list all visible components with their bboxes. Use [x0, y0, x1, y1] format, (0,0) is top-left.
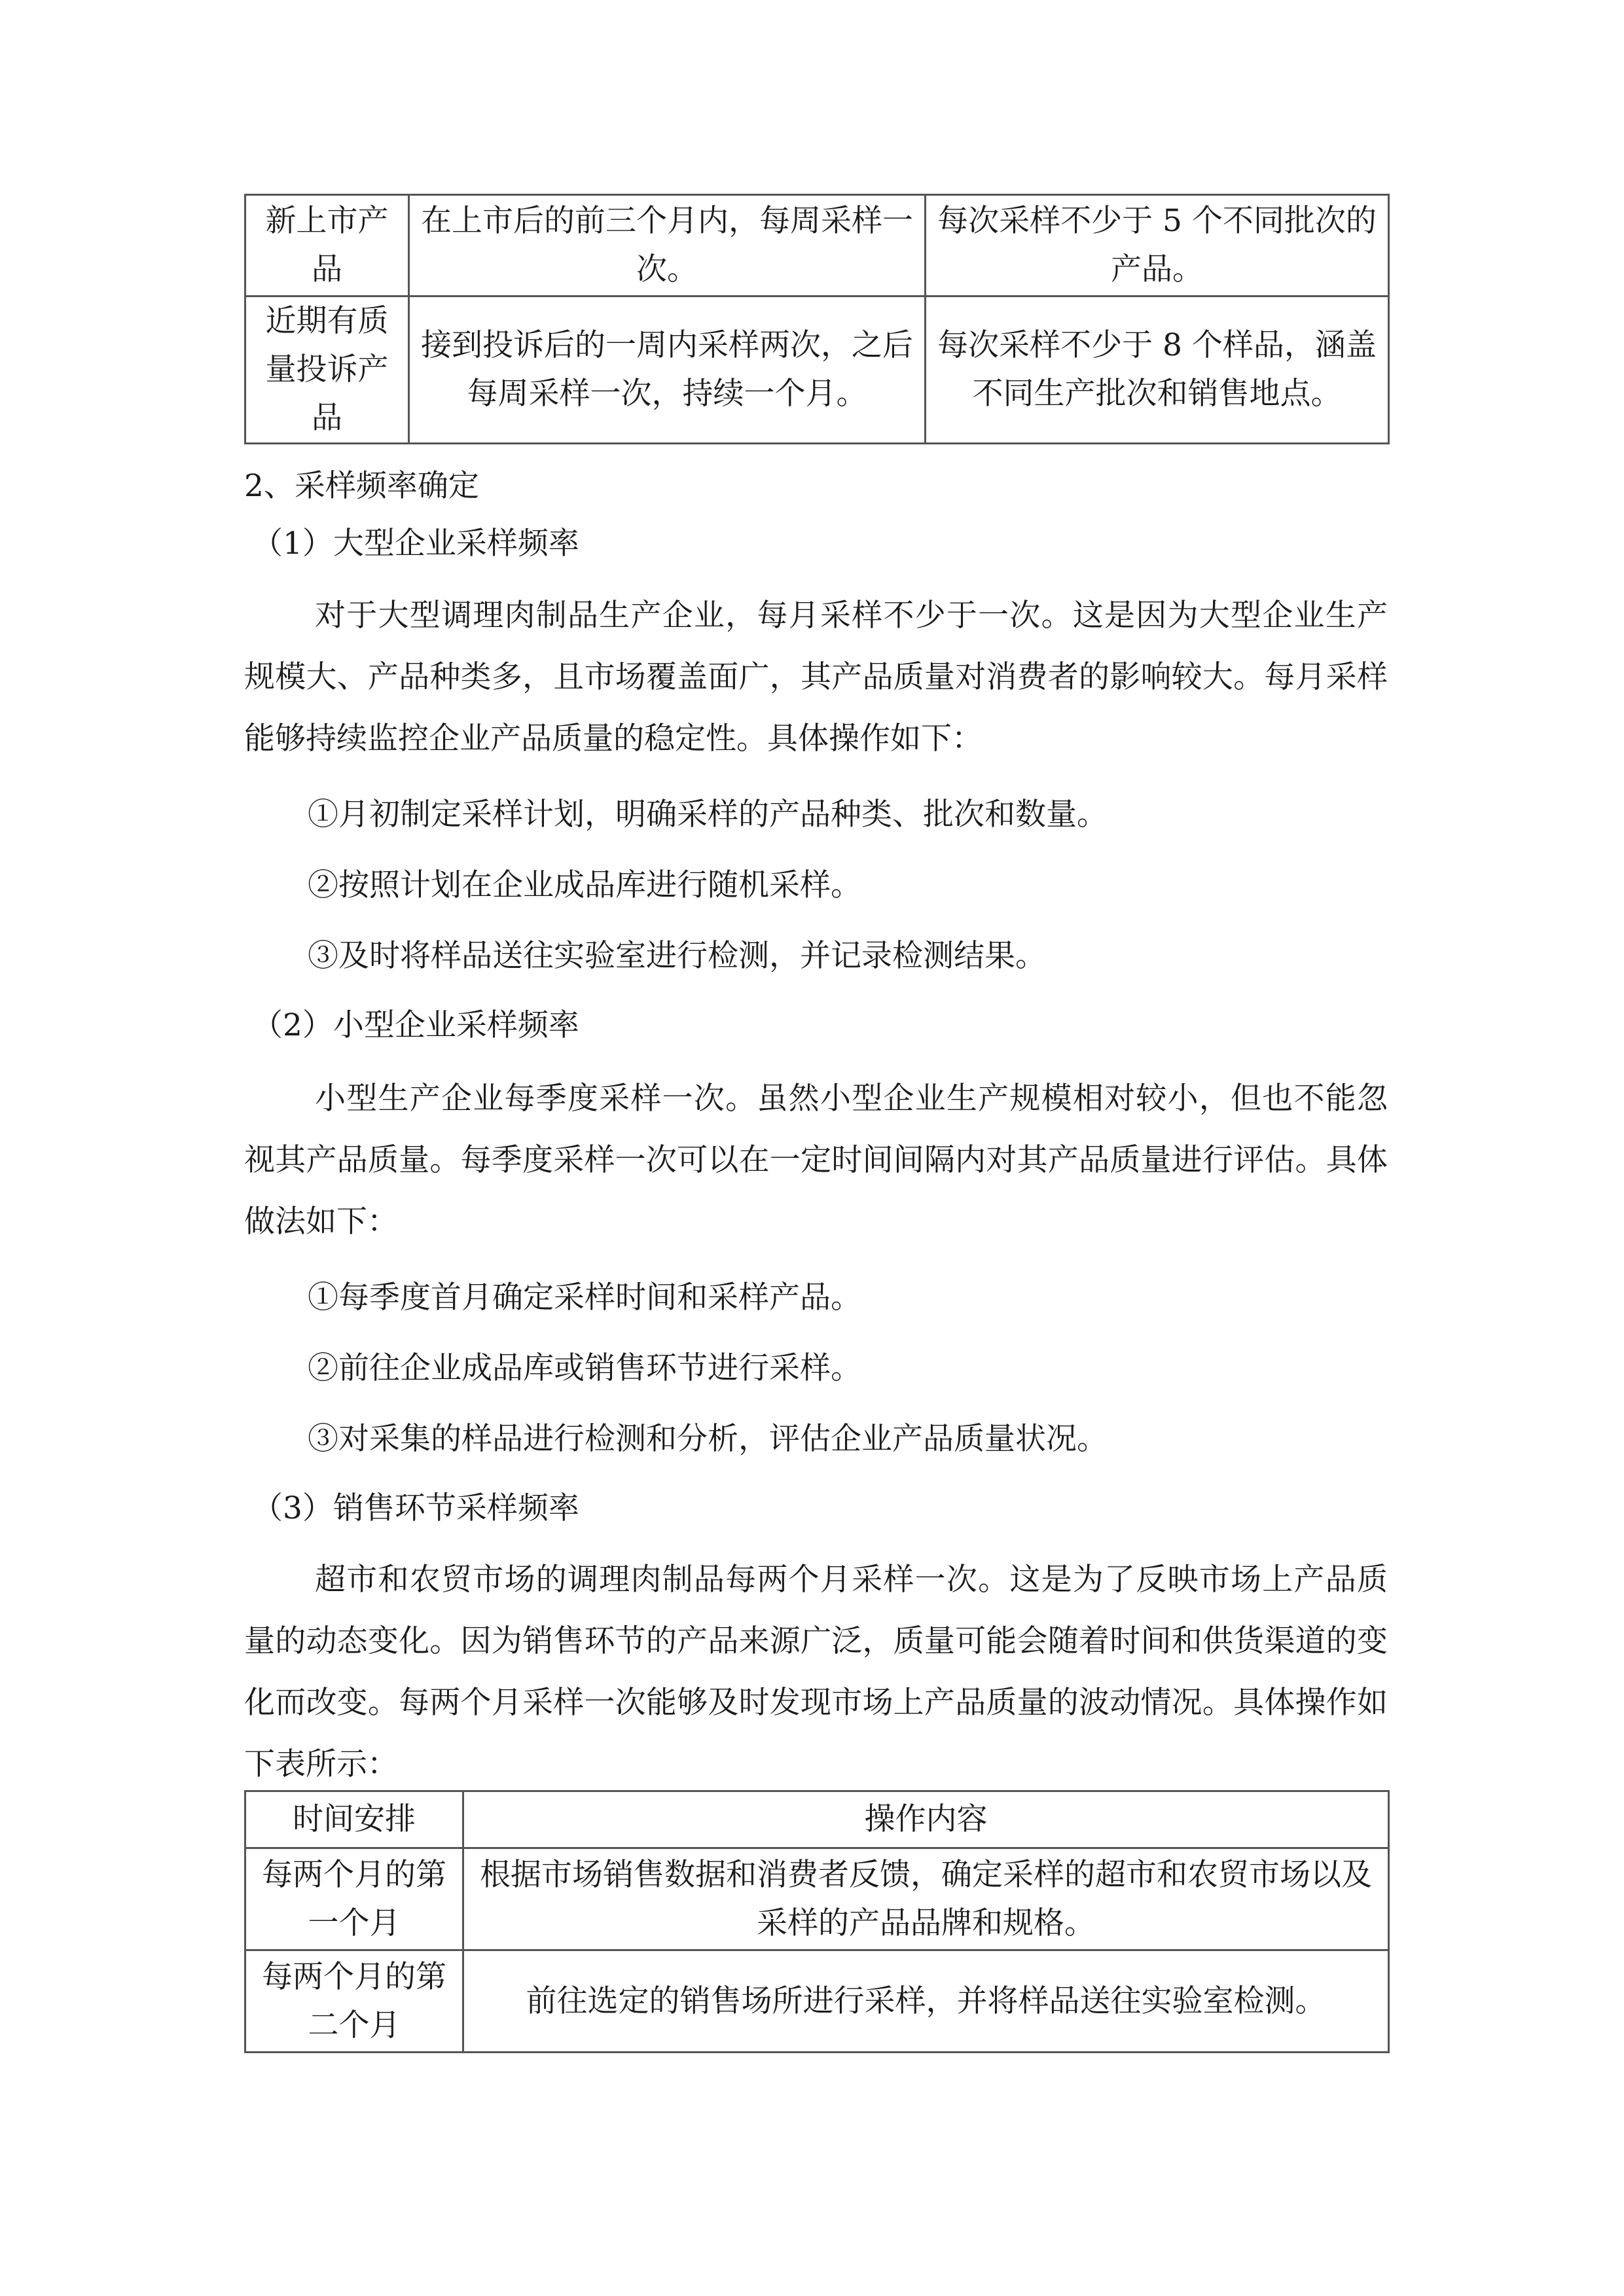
paragraph-large-enterprise: 对于大型调理肉制品生产企业，每月采样不少于一次。这是因为大型企业生产规模大、产品种类多，且市场覆盖面广，其产品质量对消费者的影响较大。每月采样能够持续监控企业产品质量的稳定性。具体操作如下： [244, 598, 1388, 757]
table-cell: 近期有质量投诉产品 [245, 296, 409, 444]
paragraph-small-enterprise: 小型生产企业每季度采样一次。虽然小型企业生产规模相对较小，但也不能忽视其产品质量。每季度采样一次可以在一定时间间隔内对其产品质量进行评估。具体做法如下： [244, 1081, 1388, 1240]
table-cell: 接到投诉后的一周内采样两次，之后每周采样一次，持续一个月。 [409, 296, 926, 444]
list-item: ②按照计划在企业成品库进行随机采样。 [308, 867, 861, 903]
subsection-heading-small-enterprise: （2）小型企业采样频率 [252, 1007, 579, 1043]
table-header-cell: 时间安排 [245, 1791, 463, 1848]
table-row [245, 296, 1389, 444]
table-cell: 前往选定的销售场所进行采样，并将样品送往实验室检测。 [463, 1950, 1389, 2053]
subsection-heading-large-enterprise: （1）大型企业采样频率 [252, 526, 579, 562]
product-sampling-table [244, 194, 1390, 444]
retail-schedule-table [244, 1790, 1390, 2053]
table-header-cell: 操作内容 [463, 1791, 1389, 1848]
table-row [245, 1848, 1389, 1950]
list-item: ①每季度首月确定采样时间和采样产品。 [308, 1280, 861, 1316]
section-heading: 2、采样频率确定 [244, 468, 479, 504]
table-row [245, 195, 1389, 296]
table-row [245, 1950, 1389, 2053]
table-cell: 根据市场销售数据和消费者反馈，确定采样的超市和农贸市场以及采样的产品品牌和规格。 [463, 1848, 1389, 1950]
table-cell: 每两个月的第一个月 [245, 1848, 463, 1950]
table-cell: 在上市后的前三个月内，每周采样一次。 [409, 195, 926, 296]
table-cell: 每次采样不少于 8 个样品，涵盖不同生产批次和销售地点。 [926, 296, 1389, 444]
list-item: ③及时将样品送往实验室进行检测，并记录检测结果。 [308, 938, 1046, 974]
table-cell: 每次采样不少于 5 个不同批次的产品。 [926, 195, 1389, 296]
table-cell: 新上市产品 [245, 195, 409, 296]
list-item: ③对采集的样品进行检测和分析，评估企业产品质量状况。 [308, 1421, 1108, 1457]
paragraph-retail: 超市和农贸市场的调理肉制品每两个月采样一次。这是为了反映市场上产品质量的动态变化。因为销售环节的产品来源广泛，质量可能会随着时间和供货渠道的变化而改变。每两个月采样一次能够及时发现市场上产品质量的波动情况。具体操作如下表所示： [244, 1562, 1388, 1782]
table-cell: 每两个月的第二个月 [245, 1950, 463, 2053]
list-item: ①月初制定采样计划，明确采样的产品种类、批次和数量。 [308, 797, 1108, 833]
list-item: ②前往企业成品库或销售环节进行采样。 [308, 1350, 861, 1386]
table-header-row [245, 1791, 1389, 1848]
subsection-heading-retail: （3）销售环节采样频率 [252, 1490, 579, 1526]
